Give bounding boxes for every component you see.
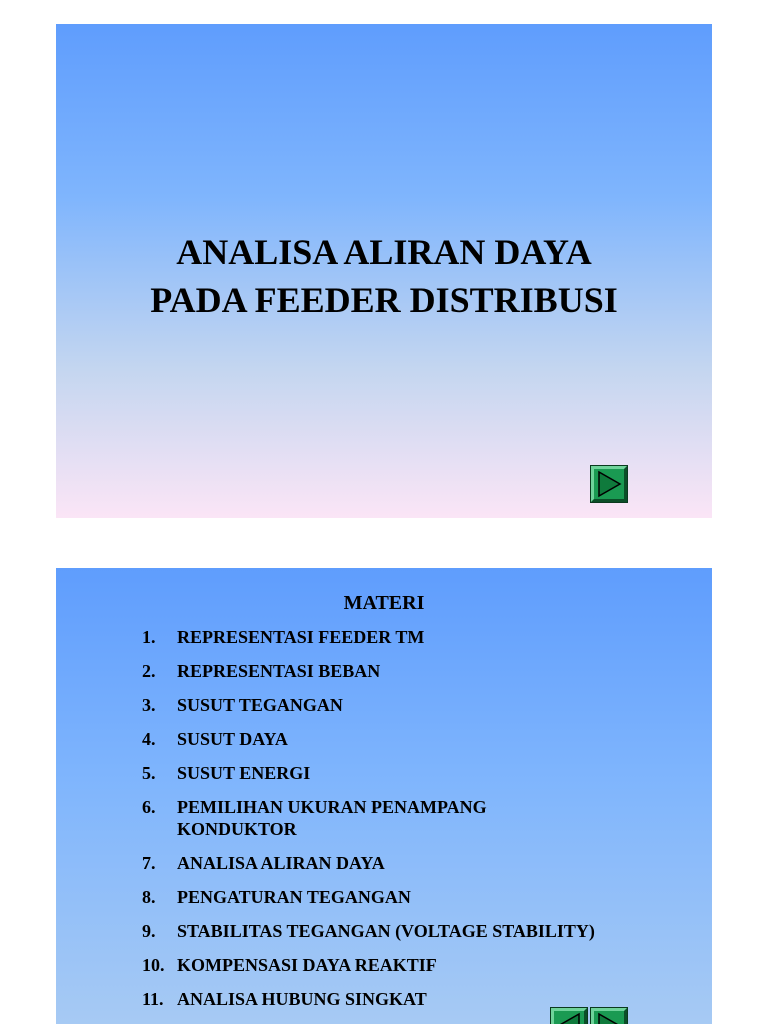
title-line-1: ANALISA ALIRAN DAYA <box>176 232 592 272</box>
list-item-text: PEMILIHAN UKURAN PENAMPANG KONDUKTOR <box>177 797 487 839</box>
list-item-number: 1. <box>142 627 156 647</box>
list-item-number: 3. <box>142 695 156 715</box>
list-item-text: REPRESENTASI BEBAN <box>177 661 381 681</box>
list-item <box>142 728 697 750</box>
list-item-text: SUSUT DAYA <box>177 729 288 749</box>
materi-slide <box>56 568 712 1024</box>
list-item <box>142 852 697 874</box>
list-item <box>142 694 697 716</box>
list-item <box>142 954 697 976</box>
materi-list <box>142 626 697 1022</box>
title-line-2: PADA FEEDER DISTRIBUSI <box>150 280 618 320</box>
play-left-icon <box>554 1011 584 1024</box>
list-item-text: ANALISA ALIRAN DAYA <box>177 853 385 873</box>
list-item-text: PENGATURAN TEGANGAN <box>177 887 411 907</box>
list-item <box>142 762 697 784</box>
list-item-number: 4. <box>142 729 156 749</box>
list-item-text: SUSUT TEGANGAN <box>177 695 343 715</box>
list-item <box>142 660 697 682</box>
list-item-text: STABILITAS TEGANGAN (VOLTAGE STABILITY) <box>177 921 595 941</box>
title-slide <box>56 24 712 518</box>
list-item-text: ANALISA HUBUNG SINGKAT <box>177 989 427 1009</box>
list-item-number: 9. <box>142 921 156 941</box>
previous-slide-button[interactable] <box>551 1008 587 1024</box>
play-right-icon <box>594 1011 624 1024</box>
list-item <box>142 920 697 942</box>
list-item-number: 11. <box>142 989 164 1009</box>
list-item-number: 8. <box>142 887 156 907</box>
list-item-text: KOMPENSASI DAYA REAKTIF <box>177 955 437 975</box>
list-item <box>142 626 697 648</box>
play-right-icon <box>594 469 624 499</box>
materi-heading: MATERI <box>343 592 425 614</box>
list-item <box>142 988 697 1010</box>
list-item <box>142 796 697 840</box>
list-item-text: SUSUT ENERGI <box>177 763 311 783</box>
list-item-number: 7. <box>142 853 156 873</box>
list-item-number: 6. <box>142 797 156 817</box>
list-item-number: 2. <box>142 661 156 681</box>
list-item-number: 10. <box>142 955 165 975</box>
list-item-number: 5. <box>142 763 156 783</box>
list-item-text: REPRESENTASI FEEDER TM <box>177 627 425 647</box>
next-slide-button[interactable] <box>591 466 627 502</box>
list-item <box>142 886 697 908</box>
slide-title <box>56 228 712 324</box>
next-slide-button[interactable] <box>591 1008 627 1024</box>
